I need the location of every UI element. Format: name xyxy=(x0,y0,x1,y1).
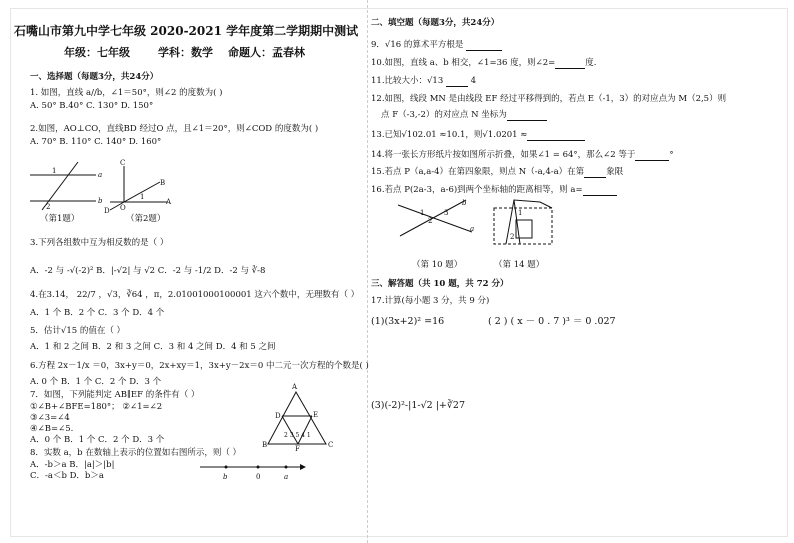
q5-stem: 5．估计√15 的值在（ ） xyxy=(30,326,126,336)
q11-text: 11.比较大小：√13 4 xyxy=(371,76,477,86)
axis-label-a: a xyxy=(284,473,289,481)
q7-condition-1: ①∠B+∠BFE=180°； ②∠1=∠2 xyxy=(30,402,163,412)
fig7-angle-numbers: 2 3 5 4 1 xyxy=(284,432,311,439)
fig10-label-a: a xyxy=(470,225,475,233)
q12-line2: 点 F（-3,-2）的对应点 N 坐标为 xyxy=(381,110,547,121)
fig1-label-2: 2 xyxy=(46,203,51,211)
q7-options: A．0 个 B．1 个 C．2 个 D．3 个 xyxy=(30,435,165,445)
section3-heading: 三、解答题（共 10 题，共 72 分） xyxy=(371,279,509,289)
q7-stem: 7．如图，下列能判定 AB∥EF 的条件有（ ） xyxy=(30,390,200,400)
fig1-label-1: 1 xyxy=(52,167,57,175)
fig2-label-o: O xyxy=(120,204,126,212)
q12-line1: 12.如图，线段 MN 是由线段 EF 经过平移得到的，若点 E（-1，3）的对应点为 M（2,5）则 xyxy=(371,94,727,104)
fig10-num-2: 2 xyxy=(428,217,433,225)
q6-stem: 6.方程 2x－1/x ＝0，3x+y＝0，2x+xy＝1，3x+y－2x＝0 中二元一次方程的个数是( ) xyxy=(30,361,369,371)
fig10-line-b xyxy=(400,200,466,236)
q4-options: A．1 个 B．2 个 C．3 个 D．4 个 xyxy=(30,308,165,318)
fig14-caption: （第 14 题） xyxy=(494,260,545,270)
fig2-label-d: D xyxy=(104,207,110,215)
fig14-rectangle xyxy=(494,208,552,244)
fig2-label-b: B xyxy=(160,179,166,187)
q7-condition-3: ④∠B=∠5. xyxy=(30,424,74,434)
fig10-caption: （第 10 题） xyxy=(412,260,463,270)
q16-text: 16.若点 P(2a-3，a-6)到两个坐标轴的距离相等，则 a= xyxy=(371,185,617,196)
section2-heading: 二、填空题（每题3分，共24分） xyxy=(371,18,500,28)
fig2-label-a: A xyxy=(166,198,172,206)
subject-label: 学科：数学 xyxy=(158,46,213,59)
fig7-label-c: C xyxy=(328,441,334,449)
axis-label-b: b xyxy=(223,473,228,481)
fig2-caption: （第2题） xyxy=(126,214,166,224)
q17-part1: (1)(3x+2)² =16 xyxy=(371,316,445,327)
q8-options-cd: C．-a＜b D．b＞a xyxy=(30,471,104,481)
section1-heading: 一、选择题（每题3分，共24分） xyxy=(30,72,159,82)
q7-condition-2: ③∠3=∠4 xyxy=(30,413,70,423)
grade-label: 年级：七年级 xyxy=(64,46,130,59)
fig7-label-e: E xyxy=(313,411,319,419)
q2-stem: 2.如图，AO⊥CO，直线BD 经过O 点，且∠1＝20°，则∠COD 的度数为( ) xyxy=(30,124,319,134)
fig14-num-1: 1 xyxy=(518,209,523,217)
fig14-num-2: 2 xyxy=(510,233,515,241)
q9-text: 9．√16 的算术平方根是 xyxy=(371,40,502,51)
fig7-label-a: A xyxy=(292,383,298,391)
q10-text: 10.如图，直线 a、b 相交，∠1=36 度，则∠2= 度. xyxy=(371,58,597,68)
fig1-label-a: a xyxy=(98,171,103,179)
fig14-fold-line xyxy=(514,200,523,244)
q8-options-ab: A．-b＞a B．|a|＞|b| xyxy=(30,460,115,470)
q3-options: A．-2 与 -√(-2)² B．|-√2| 与 √2 C．-2 与 -1/2 D．-2 与 ∛-8 xyxy=(30,266,266,276)
q8-stem: 8．实数 a，b 在数轴上表示的位置如右图所示，则（ ） xyxy=(30,448,242,458)
q2-options: A. 70° B. 110° C. 140° D. 160° xyxy=(30,137,162,147)
fig10-num-1: 1 xyxy=(420,209,425,217)
q5-options: A．1 和 2 之间 B．2 和 3 之间 C．3 和 4 之间 D．4 和 5 之间 xyxy=(30,342,276,352)
q17-part2: ( 2 ) ( x － 0 . 7 )³ ＝ 0 .027 xyxy=(488,316,616,327)
q4-stem: 4.在3.14， 22/7 ，√3，∛64 ，π，2.01001000100001 这六个数中，无理数有（ ） xyxy=(30,290,360,300)
fig2-label-c: C xyxy=(120,159,126,167)
fig1-label-b: b xyxy=(98,197,103,205)
q6-options: A. 0 个 B．1 个 C．2 个 D．3 个 xyxy=(30,377,162,387)
q17-part3: (3)(-2)²-|1-√2 |+∛27 xyxy=(371,400,466,411)
fig10-num-3: 3 xyxy=(444,209,449,217)
q17-stem: 17.计算(每小题 3 分，共 9 分) xyxy=(371,296,490,306)
author-label: 命题人：孟春林 xyxy=(228,46,305,59)
exam-title: 石嘴山市第九中学七年级 2020-2021 学年度第二学期期中测试 xyxy=(14,24,359,38)
fig7-label-b: B xyxy=(262,441,268,449)
q3-stem: 3.下列各组数中互为相反数的是（ ） xyxy=(30,238,169,248)
fig2-label-1: 1 xyxy=(140,193,145,201)
q13-text: 13.已知√102.01 ≈10.1，则√1.0201 ≈ xyxy=(371,130,585,141)
q1-stem: 1. 如图，直线 a//b，∠1＝50°，则∠2 的度数为( ) xyxy=(30,88,223,98)
fig7-label-d: D xyxy=(275,412,281,420)
fig10-label-b: b xyxy=(462,199,467,207)
q1-options: A. 50° B.40° C. 130° D. 150° xyxy=(30,101,154,111)
q14-text: 14.将一张长方形纸片按如图所示折叠，如果∠1 = 64°，那么∠2 等于 ° xyxy=(371,150,674,160)
fig7-label-f: F xyxy=(295,445,300,453)
fig1-caption: （第1题） xyxy=(40,214,80,224)
axis-label-zero: 0 xyxy=(256,473,261,481)
q15-text: 15.若点 P（a,a-4）在第四象限，则点 N（-a,4-a）在第 象限 xyxy=(371,167,624,177)
fig10-line-a xyxy=(398,205,472,232)
